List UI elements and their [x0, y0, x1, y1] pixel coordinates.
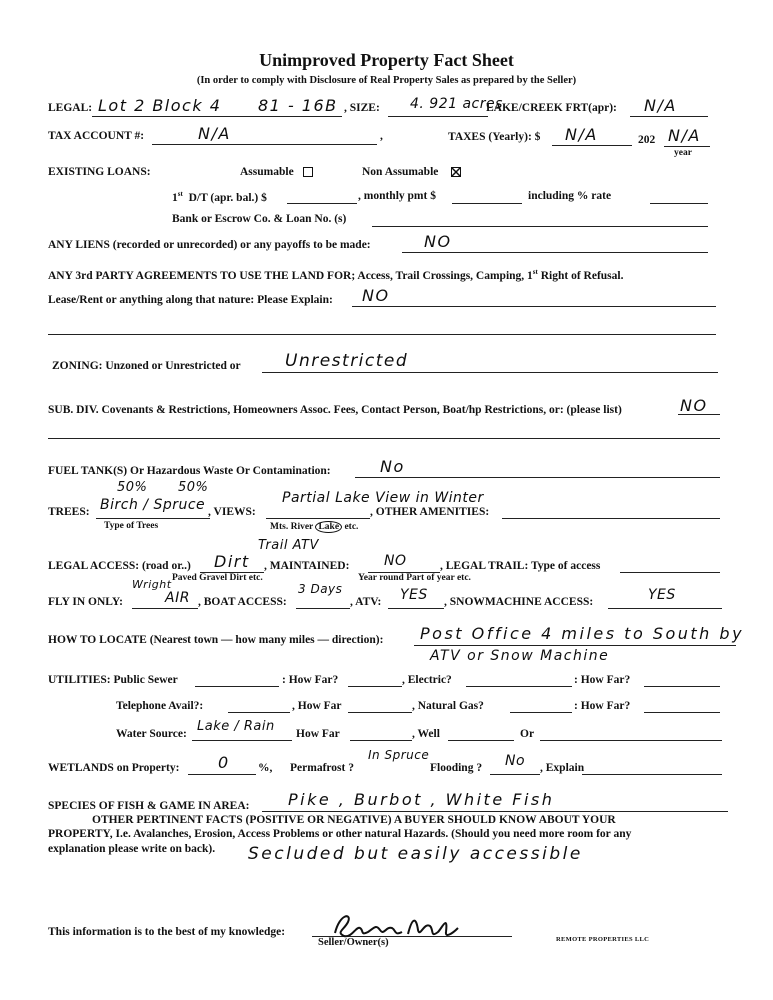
pertinent-line-1: OTHER PERTINENT FACTS (POSITIVE OR NEGATIVE) A BUYER SHOULD KNOW ABOUT YOUR [92, 814, 616, 826]
views-line [266, 518, 370, 519]
monthly-line [452, 203, 522, 204]
year-line [664, 146, 710, 147]
atv-line [388, 608, 444, 609]
fuel-value: No [380, 457, 405, 476]
or-line [540, 740, 722, 741]
how-far-2: : How Far? [574, 674, 631, 686]
fly-line [132, 608, 198, 609]
footer-statement: This information is to the best of my knowledge: [48, 926, 286, 938]
monthly-label: , monthly pmt $ [358, 190, 436, 202]
boat-label: , BOAT ACCESS: [198, 596, 287, 608]
locate-label: HOW TO LOCATE (Nearest town — how many miles — direction): [48, 634, 384, 646]
trees-line [96, 518, 210, 519]
telephone-line [228, 712, 290, 713]
atv-value: YES [400, 587, 428, 603]
snow-line [608, 608, 722, 609]
dt-label: 1st D/T (apr. bal.) $ [172, 190, 267, 204]
dt-balance-line [287, 203, 357, 204]
legal-label: LEGAL: [48, 102, 93, 114]
non-assumable-checkbox[interactable] [451, 167, 461, 177]
flooding-line [490, 774, 540, 775]
bank-line [372, 226, 708, 227]
trees-percent-2: 50% [178, 480, 209, 495]
fuel-label: FUEL TANK(S) Or Hazardous Waste Or Contamination: [48, 465, 331, 477]
page-subtitle: (In order to comply with Disclosure of Real Property Sales as prepared by the Seller) [196, 75, 577, 86]
including-label: including % rate [528, 190, 612, 202]
subdiv-label: SUB. DIV. Covenants & Restrictions, Homeowners Assoc. Fees, Contact Person, Boat/hp Restrictions, or: (please list) [48, 404, 622, 416]
how-far-4: : How Far? [574, 700, 631, 712]
amenities-line [502, 518, 720, 519]
permafrost-value: In Spruce [368, 748, 430, 762]
zoning-label: ZONING: Unzoned or Unrestricted or [52, 360, 241, 372]
locate-value-2: ATV or Snow Machine [430, 648, 610, 664]
snow-label: , SNOWMACHINE ACCESS: [444, 596, 594, 608]
views-value: Partial Lake View in Winter [282, 490, 484, 506]
zoning-value: Unrestricted [285, 351, 409, 371]
legal-trail-label: , LEGAL TRAIL: Type of access [440, 560, 601, 572]
natural-gas-label: , Natural Gas? [412, 700, 484, 712]
sewer-line [195, 686, 279, 687]
water-label: Water Source: [116, 728, 187, 740]
species-label: SPECIES OF FISH & GAME IN AREA: [48, 800, 250, 812]
fuel-line [355, 477, 720, 478]
access-caption: Paved Gravel Dirt etc. [172, 573, 263, 583]
maintained-caption: Year round Part of year etc. [358, 573, 471, 583]
fly-label: FLY IN ONLY: [48, 596, 123, 608]
rate-line [650, 203, 708, 204]
liens-value: NO [424, 232, 452, 251]
wetlands-label: WETLANDS on Property: [48, 762, 180, 774]
fly-value-above: Wright [132, 578, 172, 591]
trees-value: Birch / Spruce [100, 497, 206, 513]
wetlands-percent: %, [258, 762, 273, 774]
water-line [192, 740, 292, 741]
page-title: Unimproved Property Fact Sheet [259, 50, 514, 70]
lake-value: N/A [644, 96, 677, 115]
water-value: Lake / Rain [197, 719, 275, 734]
size-value: 4. 921 acres [410, 96, 503, 112]
lease-label: Lease/Rent or anything along that nature: Please Explain: [48, 294, 333, 306]
fly-value: AIR [165, 590, 190, 606]
electric-label: , Electric? [402, 674, 452, 686]
legal-line [92, 116, 342, 117]
tax-account-line [152, 144, 377, 145]
legal-value-2: 81 - 16B [258, 96, 338, 115]
well-label: , Well [412, 728, 440, 740]
size-line [388, 116, 488, 117]
trees-caption: Type of Trees [104, 521, 159, 531]
explain-label: , Explain [540, 762, 585, 774]
tax-comma: , [380, 130, 383, 142]
species-value: Pike , Burbot , White Fish [288, 790, 555, 809]
loans-label: EXISTING LOANS: [48, 166, 151, 178]
liens-line [402, 252, 708, 253]
non-assumable-label: Non Assumable [362, 166, 439, 178]
lake-label: LAKE/CREEK FRT(apr): [486, 102, 617, 114]
boat-line [296, 608, 350, 609]
wetlands-line [188, 774, 256, 775]
pertinent-value: Secluded but easily accessible [248, 844, 583, 864]
utilities-label: UTILITIES: Public Sewer [48, 674, 178, 686]
assumable-label: Assumable [240, 166, 294, 178]
snow-value: YES [648, 587, 676, 603]
how-far-4-line [644, 712, 720, 713]
locate-line [414, 645, 736, 646]
signature-caption: Seller/Owner(s) [318, 937, 389, 948]
maintained-value: NO [384, 553, 407, 569]
trees-label: TREES: [48, 506, 90, 518]
subdiv-value: NO [680, 396, 708, 415]
how-far-5: How Far [296, 728, 340, 740]
explain-line [582, 774, 722, 775]
access-value: Dirt [214, 552, 250, 571]
checkmark-icon [451, 167, 461, 177]
assumable-checkbox[interactable] [303, 167, 313, 177]
year-prefix: 202 [638, 134, 656, 146]
how-far-3-line [348, 712, 412, 713]
atv-label: , ATV: [350, 596, 382, 608]
pertinent-line-2: PROPERTY, I.e. Avalanches, Erosion, Access Problems or other natural Hazards. (Should you need more room for any [48, 828, 632, 840]
subdiv-line-2 [48, 438, 720, 439]
maintained-label: , MAINTAINED: [264, 560, 350, 572]
amenities-label: , OTHER AMENITIES: [370, 506, 490, 518]
views-caption: Mts. River Lake etc. [270, 522, 359, 532]
permafrost-label: Permafrost ? [290, 762, 354, 774]
lake-line [630, 116, 708, 117]
third-party-label: ANY 3rd PARTY AGREEMENTS TO USE THE LAND FOR; Access, Trail Crossings, Camping, 1st Right of Refusal. [48, 268, 624, 282]
wetlands-value: 0 [218, 753, 230, 772]
locate-value-1: Post Office 4 miles to South by [420, 624, 745, 643]
liens-label: ANY LIENS (recorded or unrecorded) or any payoffs to be made: [48, 239, 371, 251]
how-far-1: : How Far? [282, 674, 339, 686]
taxes-label: TAXES (Yearly): $ [448, 131, 541, 143]
how-far-3: , How Far [292, 700, 342, 712]
tax-account-value: N/A [198, 124, 231, 143]
taxes-line [552, 145, 632, 146]
how-far-5-line [350, 740, 412, 741]
how-far-1-line [348, 686, 402, 687]
lease-line-2 [48, 334, 716, 335]
well-line [448, 740, 514, 741]
pertinent-line-3: explanation please write on back). [48, 843, 216, 855]
taxes-value: N/A [565, 125, 598, 144]
zoning-line [262, 372, 718, 373]
trees-percent-1: 50% [117, 480, 148, 495]
company-name: REMOTE PROPERTIES LLC [556, 936, 650, 943]
views-label: , VIEWS: [208, 506, 256, 518]
lake-circle: Lake [315, 521, 342, 533]
legal-trail-line [620, 572, 720, 573]
telephone-label: Telephone Avail?: [116, 700, 204, 712]
boat-value: 3 Days [298, 582, 343, 596]
or-label: Or [520, 728, 535, 740]
electric-line [466, 686, 572, 687]
lease-value: NO [362, 286, 390, 305]
bank-label: Bank or Escrow Co. & Loan No. (s) [172, 213, 347, 225]
flooding-value: No [505, 753, 526, 769]
access-value-above: Trail ATV [258, 538, 319, 553]
access-label: LEGAL ACCESS: (road or..) [48, 560, 191, 572]
species-line [262, 811, 728, 812]
how-far-2-line [644, 686, 720, 687]
lease-line [352, 306, 716, 307]
natural-gas-line [510, 712, 572, 713]
size-label: , SIZE: [344, 102, 380, 114]
tax-account-label: TAX ACCOUNT #: [48, 130, 145, 142]
legal-value: Lot 2 Block 4 [98, 96, 222, 115]
year-value: N/A [668, 126, 701, 145]
year-caption: year [674, 148, 692, 158]
flooding-label: Flooding ? [430, 762, 483, 774]
